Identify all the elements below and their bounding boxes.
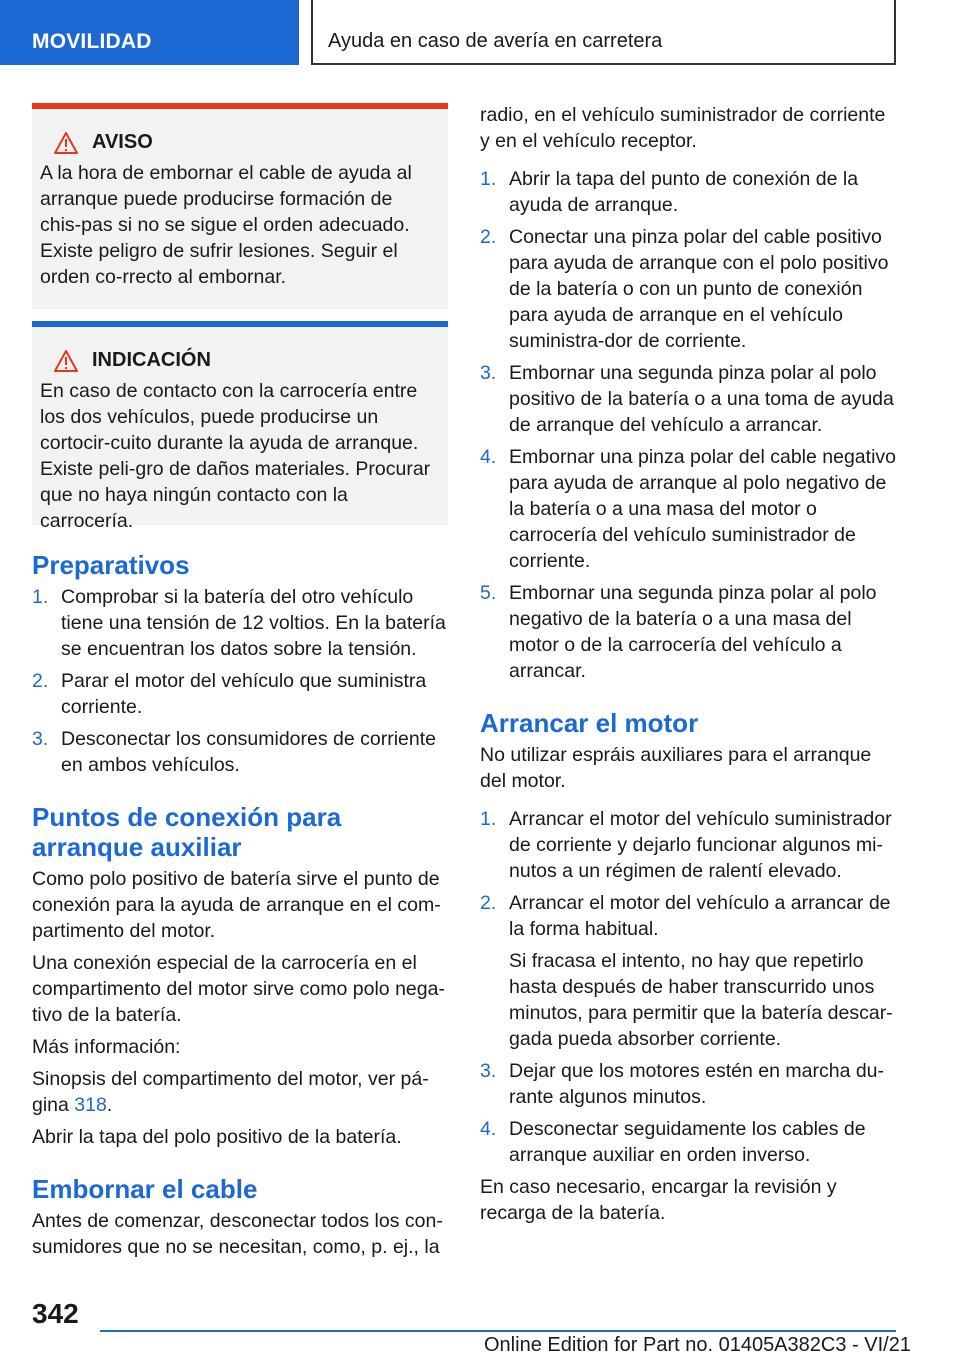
info-title: INDICACIÓN <box>92 349 211 371</box>
puntos-paragraph-5: Abrir la tapa del polo positivo de la batería. <box>32 1126 402 1148</box>
embornar-list <box>480 166 896 684</box>
preparativos-list <box>32 584 448 778</box>
header-chapter: Ayuda en caso de avería en carretera <box>311 0 896 65</box>
list-item-note: Si fracasa el intento, no hay que repetirlo hasta después de haber transcurrido unos minutos, para permitir que la batería descar-gada pueda absorber corriente. <box>509 950 893 1050</box>
list-item: 1. Comprobar si la batería del otro vehículo tiene una tensión de 12 voltios. En la batería se encuentran los datos sobre la tensión. <box>32 586 446 660</box>
list-item: 2. Arrancar el motor del vehículo a arrancar de la forma habitual. Si fracasa el intento, no hay que repetirlo hasta después de haber transcurrido unos minutos, para permitir que la batería descar-gada pueda absorber corriente. <box>480 890 896 1052</box>
caution-triangle-icon <box>54 350 78 372</box>
info-notice <box>32 321 448 532</box>
list-item: 3. Desconectar los consumidores de corriente en ambos vehículos. <box>32 728 437 776</box>
arrancar-intro: No utilizar espráis auxiliares para el arranque del motor. <box>480 744 872 792</box>
info-text: En caso de contacto con la carrocería entre los dos vehículos, puede producirse un cortocir-cuito durante la ayuda de arranque. Existe peli-gro de daños materiales. Procurar que no haya ningún contacto con la carrocería. <box>40 380 431 532</box>
list-item: 3. Embornar una segunda pinza polar al polo positivo de la batería o a una toma de ayuda de arranque del vehículo a arrancar. <box>480 362 894 436</box>
right-column <box>480 102 896 1226</box>
puntos-paragraph-1: Como polo positivo de batería sirve el punto de conexión para la ayuda de arranque en el com-partimento del motor. <box>32 868 441 942</box>
puntos-paragraph-2: Una conexión especial de la carrocería en el compartimento del motor sirve como polo nega-tivo de la batería. <box>32 952 445 1026</box>
header-section: MOVILIDAD <box>0 0 299 65</box>
page-link[interactable]: 318 <box>74 1094 107 1116</box>
list-item: 5. Embornar una segunda pinza polar al polo negativo de la batería o a una masa del motor o de la carrocería del vehículo a arrancar. <box>480 582 877 682</box>
heading-puntos: Puntos de conexión para arranque auxiliar <box>32 802 342 862</box>
page-number: 342 <box>32 1298 79 1329</box>
heading-preparativos: Preparativos <box>32 550 190 580</box>
embornar-paragraph-cont: radio, en el vehículo suministrador de corriente y en el vehículo receptor. <box>480 104 886 152</box>
embornar-paragraph: Antes de comenzar, desconectar todos los con-sumidores que no se necesitan, como, p. ej., la <box>32 1210 443 1258</box>
warning-text: A la hora de embornar el cable de ayuda al arranque puede producirse formación de chis-pas si no se sigue el orden adecuado. Existe peligro de sufrir lesiones. Seguir el orden co-rrecto al embornar. <box>40 162 412 288</box>
puntos-paragraph-3: Más información: <box>32 1036 181 1058</box>
heading-embornar: Embornar el cable <box>32 1174 258 1204</box>
list-item: 4. Embornar una pinza polar del cable negativo para ayuda de arranque al polo negativo de la batería o a una masa del motor o carrocería del vehículo suministrador de corriente. <box>480 446 897 572</box>
warning-notice <box>32 103 448 309</box>
list-item: 2. Parar el motor del vehículo que suministra corriente. <box>32 670 427 718</box>
list-item: 1. Arrancar el motor del vehículo suministrador de corriente y dejarlo funcionar algunos mi-nutos a un régimen de ralentí elevado. <box>480 808 892 882</box>
warning-title: AVISO <box>92 131 153 153</box>
list-item: 4. Desconectar seguidamente los cables de arranque auxiliar en orden inverso. <box>480 1118 866 1166</box>
left-column <box>32 550 448 1260</box>
footer-divider <box>100 1330 896 1332</box>
heading-arrancar: Arrancar el motor <box>480 708 699 738</box>
list-item: 1. Abrir la tapa del punto de conexión de la ayuda de arranque. <box>480 168 859 216</box>
list-item: 3. Dejar que los motores estén en marcha du-rante algunos minutos. <box>480 1060 885 1108</box>
arrancar-closing: En caso necesario, encargar la revisión y recarga de la batería. <box>480 1176 837 1224</box>
list-item: 2. Conectar una pinza polar del cable positivo para ayuda de arranque con el polo positivo de la batería o con un punto de conexión para ayuda de arranque en el vehículo suministra-dor de corriente. <box>480 226 889 352</box>
puntos-paragraph-4: Sinopsis del compartimento del motor, ver pá-gina 318. <box>32 1068 429 1116</box>
warning-triangle-icon <box>54 132 78 154</box>
footer-edition: Online Edition for Part no. 01405A382C3 - VI/21 <box>484 1334 911 1356</box>
arrancar-list <box>480 806 896 1168</box>
